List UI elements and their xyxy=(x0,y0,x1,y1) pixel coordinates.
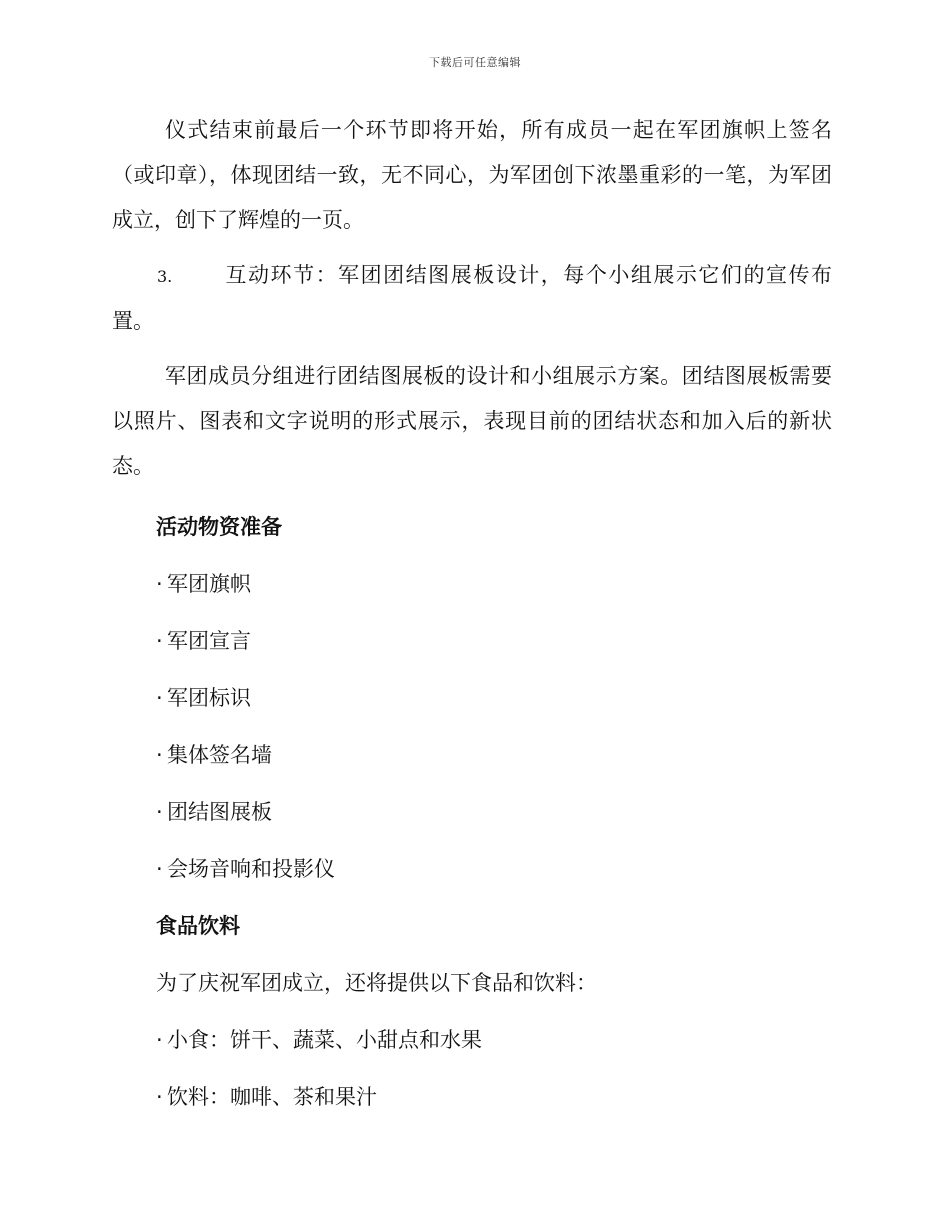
spacer xyxy=(112,489,832,499)
ceremony-paragraph: 仪式结束前最后一个环节即将开始，所有成员一起在军团旗帜上签名（或印章），体现团结一致，无不同心，为军团创下浓墨重彩的一笔，为军团成立，创下了辉煌的一页。 xyxy=(112,118,832,232)
bullet-icon: · xyxy=(156,800,163,824)
materials-list-item xyxy=(112,841,832,898)
list-item-text: 会场音响和投影仪 xyxy=(167,857,335,881)
food-heading: 食品饮料 xyxy=(156,914,240,938)
item-number: 3. xyxy=(157,267,173,286)
design-paragraph: 军团成员分组进行团结图展板的设计和小组展示方案。团结图展板需要以照片、图表和文字说明的形式展示，表现目前的团结状态和加入后的新状态。 xyxy=(112,364,832,478)
list-item-text: 军团标识 xyxy=(167,686,251,710)
spacer xyxy=(112,344,832,354)
bullet-icon: · xyxy=(156,629,163,653)
food-intro: 为了庆祝军团成立，还将提供以下食品和饮料： xyxy=(156,971,597,995)
item-text: 互动环节：军团团结图展板设计，每个小组展示它们的宣传布置。 xyxy=(112,263,832,333)
numbered-item-3 xyxy=(112,253,832,344)
bullet-icon: · xyxy=(156,572,163,596)
bullet-icon: · xyxy=(156,1028,163,1052)
materials-list-item xyxy=(112,613,832,670)
materials-list-item xyxy=(112,727,832,784)
materials-list-item xyxy=(112,784,832,841)
list-item-text: 军团旗帜 xyxy=(167,572,251,596)
bullet-icon: · xyxy=(156,686,163,710)
list-item-text: 饮料：咖啡、茶和果汁 xyxy=(167,1085,377,1109)
list-item-text: 小食：饼干、蔬菜、小甜点和水果 xyxy=(167,1028,482,1052)
bullet-icon: · xyxy=(156,743,163,767)
bullet-icon: · xyxy=(156,1085,163,1109)
materials-list-item xyxy=(112,556,832,613)
list-item-text: 集体签名墙 xyxy=(167,743,272,767)
food-list-item xyxy=(112,1012,832,1069)
document-body xyxy=(112,108,832,1126)
list-item-text: 军团宣言 xyxy=(167,629,251,653)
materials-heading: 活动物资准备 xyxy=(156,515,282,539)
spacer xyxy=(112,243,832,253)
food-list-item xyxy=(112,1069,832,1126)
bullet-icon: · xyxy=(156,857,163,881)
page-header: 下载后可任意编辑 xyxy=(429,56,521,69)
list-item-text: 团结图展板 xyxy=(167,800,272,824)
materials-list-item xyxy=(112,670,832,727)
